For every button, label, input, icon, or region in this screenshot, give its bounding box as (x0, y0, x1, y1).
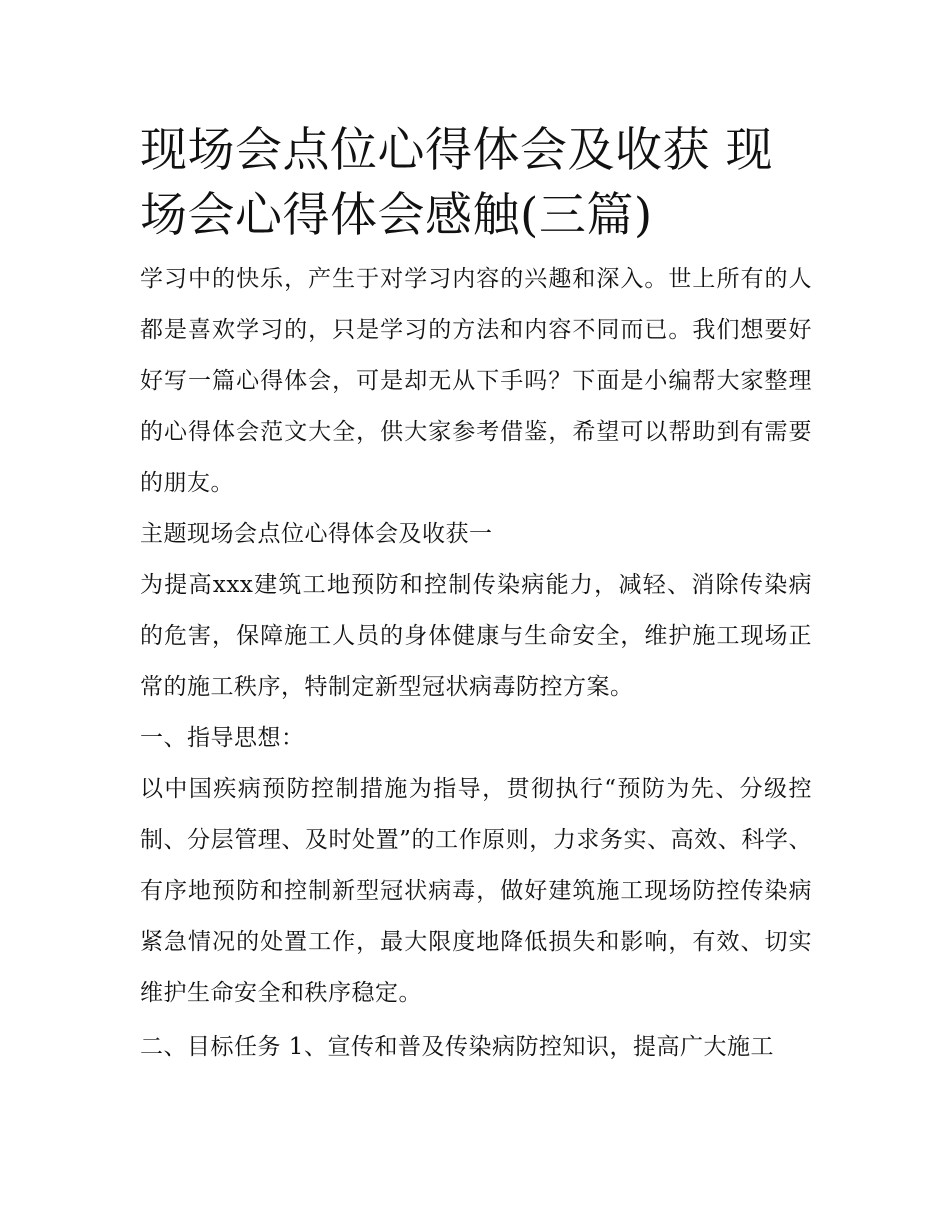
goals-tasks-paragraph: 二、目标任务 1、宣传和普及传染病防控知识，提高广大施工 (140, 1034, 774, 1060)
document-body (140, 118, 812, 1073)
intro-paragraph: 学习中的快乐，产生于对学习内容的兴趣和深入。世上所有的人都是喜欢学习的，只是学习的方法和内容不同而已。我们想要好好写一篇心得体会，可是却无从下手吗？下面是小编帮大家整理的心得体会范文大全，供大家参考借鉴，希望可以帮助到有需要的朋友。 (140, 266, 812, 496)
guiding-ideology-paragraph: 以中国疾病预防控制措施为指导，贯彻执行“预防为先、分级控制、分层管理、及时处置”的工作原则，力求务实、高效、科学、有序地预防和控制新型冠状病毒，做好建筑施工现场防控传染病紧急情况的处置工作，最大限度地降低损失和影响，有效、切实维护生命安全和秩序稳定。 (140, 776, 812, 1006)
section-heading-one: 主题现场会点位心得体会及收获一 (140, 521, 493, 547)
guiding-ideology-heading: 一、指导思想： (140, 725, 305, 751)
document-title: 现场会点位心得体会及收获 现场会心得体会感触(三篇) (140, 123, 773, 243)
purpose-paragraph: 为提高xxx建筑工地预防和控制传染病能力，减轻、消除传染病的危害，保障施工人员的身体健康与生命安全，维护施工现场正常的施工秩序，特制定新型冠状病毒防控方案。 (140, 572, 812, 700)
